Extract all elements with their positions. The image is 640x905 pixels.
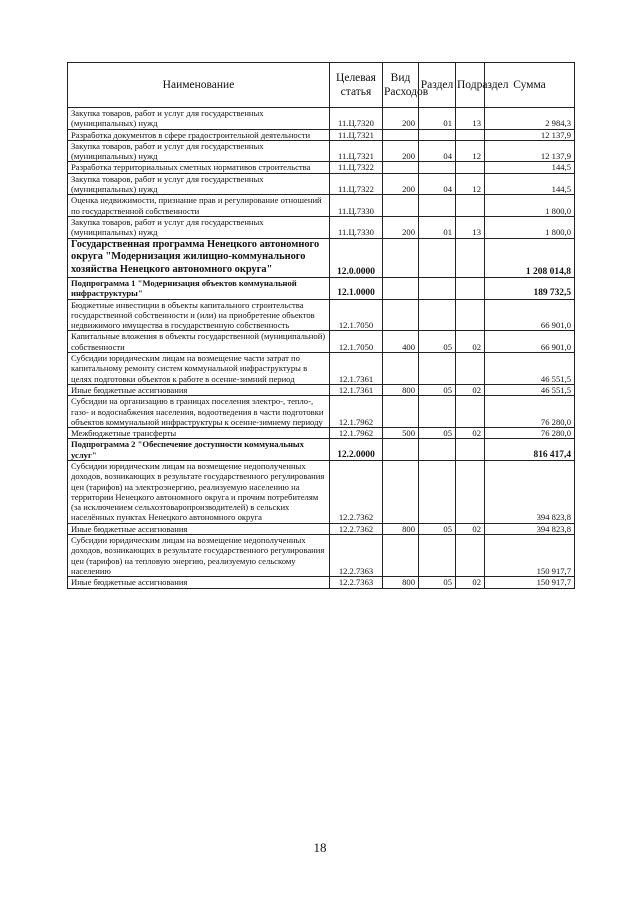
row-amount: 1 800,0: [485, 216, 575, 238]
table-row: [68, 331, 575, 353]
row-expense-type: [383, 277, 419, 299]
row-name: Разработка документов в сфере градостроительной деятельности: [68, 129, 330, 140]
row-subsection: [456, 439, 485, 461]
table-row: [68, 173, 575, 195]
row-subsection: [456, 353, 485, 385]
row-amount: 144,5: [485, 173, 575, 195]
row-amount: 394 823,8: [485, 461, 575, 524]
row-section: 05: [419, 384, 456, 395]
row-amount: 12 137,9: [485, 140, 575, 162]
row-subsection: 13: [456, 216, 485, 238]
row-name: Закупка товаров, работ и услуг для государственных (муниципальных) нужд: [68, 140, 330, 162]
budget-table: [67, 62, 575, 589]
row-name: Субсидии юридическим лицам на возмещение недополученных доходов, возникающих в результате государственного регулирования цен (тарифов) на тепловую энергию, реализуемую сельскому населению: [68, 535, 330, 577]
row-target: 11.Ц.7321: [330, 129, 383, 140]
row-section: [419, 299, 456, 331]
row-amount: 66 901,0: [485, 331, 575, 353]
row-target: 12.2.0000: [330, 439, 383, 461]
row-name: Субсидии юридическим лицам на возмещение части затрат по капитальному ремонту систем коммунальной инфраструктуры в целях подготовки объектов к работе в осенне-зимний период: [68, 353, 330, 385]
table-row: [68, 299, 575, 331]
subprogram-row: [68, 277, 575, 299]
row-expense-type: 800: [383, 523, 419, 534]
table-row: [68, 428, 575, 439]
row-section: [419, 439, 456, 461]
row-section: 05: [419, 577, 456, 588]
row-subsection: [456, 238, 485, 277]
row-amount: 144,5: [485, 162, 575, 173]
row-amount: 76 280,0: [485, 428, 575, 439]
row-subsection: [456, 129, 485, 140]
row-amount: 2 984,3: [485, 108, 575, 130]
row-subsection: [456, 461, 485, 524]
row-target: 12.1.7050: [330, 331, 383, 353]
row-subsection: 02: [456, 523, 485, 534]
row-name: Подпрограмма 2 "Обеспечение доступности коммунальных услуг": [68, 439, 330, 461]
table-row: [68, 384, 575, 395]
row-subsection: 02: [456, 577, 485, 588]
row-amount: 66 901,0: [485, 299, 575, 331]
row-amount: 12 137,9: [485, 129, 575, 140]
header-expense-type: Вид Расходов: [383, 63, 419, 108]
table-row: [68, 353, 575, 385]
page-number: 18: [313, 840, 327, 855]
row-section: 05: [419, 523, 456, 534]
program-row: [68, 238, 575, 277]
row-name: Субсидии юридическим лицам на возмещение недополученных доходов, возникающих в результате государственного регулирования цен (тарифов) на электроэнергию, реализуемую населению на территории Ненецкого автономного округа и прочим потребителям (за исключением сельхозтоваропроизводителей) в сельских населённых пунктах Ненецкого автономного округа: [68, 461, 330, 524]
header-target: Целевая статья: [330, 63, 383, 108]
row-section: [419, 396, 456, 428]
row-target: 11.Ц.7330: [330, 216, 383, 238]
row-expense-type: [383, 129, 419, 140]
row-section: 05: [419, 428, 456, 439]
header-subsection: Подраздел: [456, 63, 485, 108]
row-amount: 150 917,7: [485, 535, 575, 577]
table-row: [68, 577, 575, 588]
row-target: 12.1.7962: [330, 396, 383, 428]
row-target: 12.0.0000: [330, 238, 383, 277]
row-amount: 1 800,0: [485, 195, 575, 217]
table-row: [68, 195, 575, 217]
row-name: Разработка территориальных сметных нормативов строительства: [68, 162, 330, 173]
header-amount: Сумма: [485, 63, 575, 108]
subprogram-row: [68, 439, 575, 461]
row-section: [419, 461, 456, 524]
row-expense-type: [383, 535, 419, 577]
row-amount: 76 280,0: [485, 396, 575, 428]
row-amount: 189 732,5: [485, 277, 575, 299]
row-target: 11.Ц.7330: [330, 195, 383, 217]
table-row: [68, 461, 575, 524]
row-subsection: [456, 277, 485, 299]
row-section: 05: [419, 331, 456, 353]
table-row: [68, 108, 575, 130]
row-name: Иные бюджетные ассигнования: [68, 384, 330, 395]
row-section: [419, 277, 456, 299]
header-section: Раздел: [419, 63, 456, 108]
row-subsection: 02: [456, 331, 485, 353]
row-section: [419, 162, 456, 173]
row-subsection: 02: [456, 384, 485, 395]
row-subsection: [456, 299, 485, 331]
row-subsection: 12: [456, 173, 485, 195]
row-amount: 1 208 014,8: [485, 238, 575, 277]
row-target: 11.Ц.7322: [330, 162, 383, 173]
row-amount: 394 823,8: [485, 523, 575, 534]
row-expense-type: 200: [383, 173, 419, 195]
row-section: [419, 238, 456, 277]
row-expense-type: [383, 396, 419, 428]
row-target: 12.1.7361: [330, 384, 383, 395]
row-subsection: 13: [456, 108, 485, 130]
row-subsection: [456, 162, 485, 173]
row-amount: 150 917,7: [485, 577, 575, 588]
row-name: Закупка товаров, работ и услуг для государственных (муниципальных) нужд: [68, 173, 330, 195]
row-target: 12.2.7363: [330, 535, 383, 577]
table-body: [68, 108, 575, 589]
row-name: Оценка недвижимости, признание прав и регулирование отношений по государственной собственности: [68, 195, 330, 217]
table-row: [68, 523, 575, 534]
table-header-row: [68, 63, 575, 108]
row-name: Межбюджетные трансферты: [68, 428, 330, 439]
table-row: [68, 129, 575, 140]
row-target: 12.1.7962: [330, 428, 383, 439]
row-expense-type: [383, 195, 419, 217]
row-target: 12.2.7362: [330, 523, 383, 534]
row-target: 11.Ц.7320: [330, 108, 383, 130]
row-name: Иные бюджетные ассигнования: [68, 523, 330, 534]
row-name: Иные бюджетные ассигнования: [68, 577, 330, 588]
row-amount: 816 417,4: [485, 439, 575, 461]
row-expense-type: [383, 461, 419, 524]
row-target: 12.1.7361: [330, 353, 383, 385]
row-section: [419, 129, 456, 140]
row-section: [419, 353, 456, 385]
row-expense-type: [383, 299, 419, 331]
row-target: 11.Ц.7322: [330, 173, 383, 195]
row-name: Субсидии на организацию в границах поселения электро-, тепло-, газо- и водоснабжения населения, водоотведения в части подготовки объектов коммунальной инфраструктуры к осенне-зимнему периоду: [68, 396, 330, 428]
table-row: [68, 140, 575, 162]
row-expense-type: 200: [383, 216, 419, 238]
row-subsection: 12: [456, 140, 485, 162]
row-section: [419, 195, 456, 217]
row-subsection: [456, 535, 485, 577]
row-target: 12.2.7363: [330, 577, 383, 588]
table-row: [68, 396, 575, 428]
row-amount: 46 551,5: [485, 384, 575, 395]
row-subsection: [456, 396, 485, 428]
table-row: [68, 216, 575, 238]
row-expense-type: 200: [383, 108, 419, 130]
row-name: Закупка товаров, работ и услуг для государственных (муниципальных) нужд: [68, 108, 330, 130]
row-subsection: [456, 195, 485, 217]
row-name: Капитальные вложения в объекты государственной (муниципальной) собственности: [68, 331, 330, 353]
row-expense-type: 500: [383, 428, 419, 439]
header-name: Наименование: [68, 63, 330, 108]
row-section: 01: [419, 108, 456, 130]
row-expense-type: [383, 439, 419, 461]
table-row: [68, 535, 575, 577]
row-target: 12.1.7050: [330, 299, 383, 331]
row-target: 11.Ц.7321: [330, 140, 383, 162]
row-target: 12.1.0000: [330, 277, 383, 299]
row-section: [419, 535, 456, 577]
row-name: Государственная программа Ненецкого автономного округа "Модернизация жилищно-коммунального хозяйства Ненецкого автономного округа": [68, 238, 330, 277]
row-expense-type: 200: [383, 140, 419, 162]
row-expense-type: [383, 353, 419, 385]
row-section: 04: [419, 140, 456, 162]
row-section: 01: [419, 216, 456, 238]
row-target: 12.2.7362: [330, 461, 383, 524]
row-expense-type: 800: [383, 384, 419, 395]
row-expense-type: [383, 238, 419, 277]
row-amount: 46 551,5: [485, 353, 575, 385]
row-section: 04: [419, 173, 456, 195]
row-expense-type: 400: [383, 331, 419, 353]
row-expense-type: [383, 162, 419, 173]
row-expense-type: 800: [383, 577, 419, 588]
row-name: Бюджетные инвестиции в объекты капитального строительства государственной собственности и (или) на приобретение объектов недвижимого имущества в государственную собственность: [68, 299, 330, 331]
row-subsection: 02: [456, 428, 485, 439]
row-name: Закупка товаров, работ и услуг для государственных (муниципальных) нужд: [68, 216, 330, 238]
table-row: [68, 162, 575, 173]
row-name: Подпрограмма 1 "Модернизация объектов коммунальной инфраструктуры": [68, 277, 330, 299]
